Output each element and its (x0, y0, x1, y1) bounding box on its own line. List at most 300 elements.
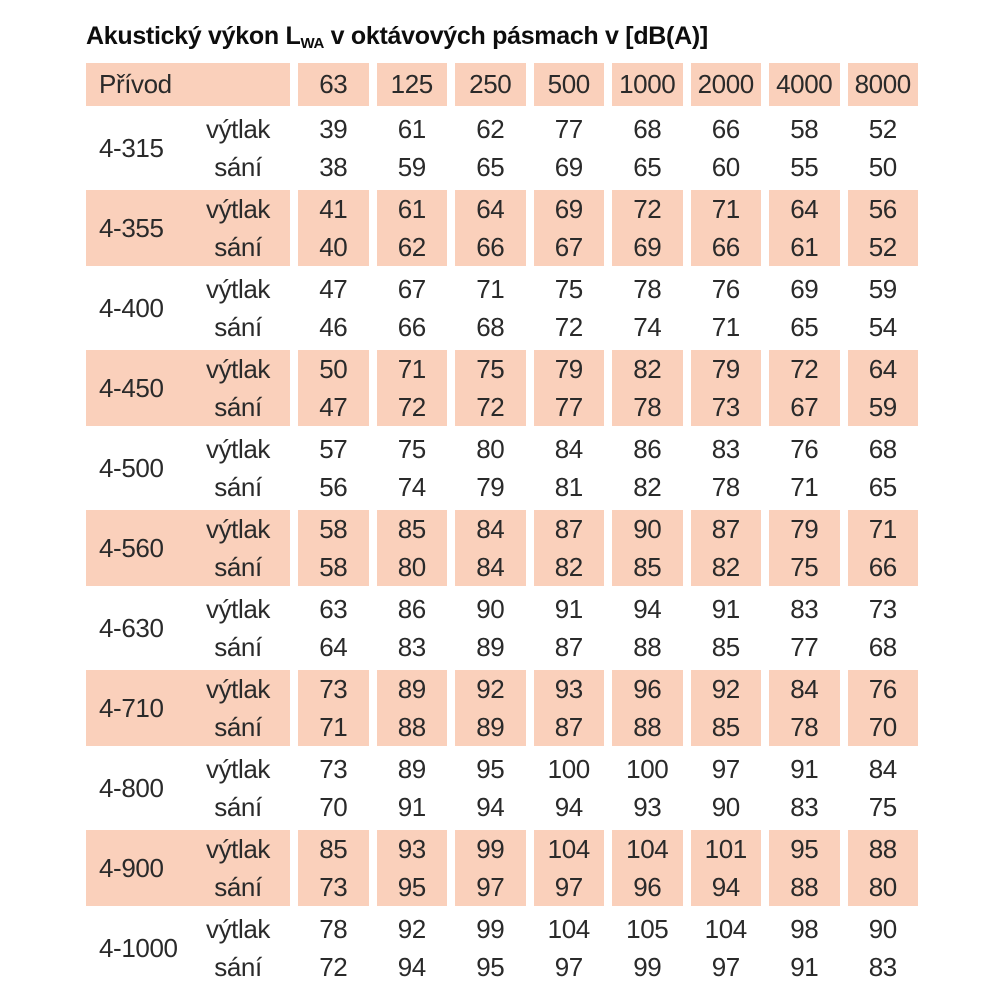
value-cell: 100 (547, 754, 590, 784)
value-cell: 92 (397, 914, 426, 944)
value-cell: 74 (397, 472, 426, 502)
value-column-2000hz (691, 430, 762, 506)
mode-label-vytlak: výtlak (205, 914, 271, 944)
table-title (0, 0, 1000, 51)
model-label-block (86, 270, 290, 346)
value-cell: 47 (319, 392, 348, 422)
title-subscript: WA (300, 35, 325, 52)
value-column-2000hz (691, 670, 762, 746)
value-cell: 91 (397, 792, 426, 822)
model-name: 4-630 (99, 612, 164, 643)
value-column-4000hz (769, 430, 840, 506)
value-cell: 94 (554, 792, 583, 822)
value-cell: 63 (319, 594, 348, 624)
model-name: 4-560 (99, 532, 164, 563)
freq-header-2000: 2000 (691, 63, 762, 106)
value-cell: 61 (397, 194, 426, 224)
value-column-63hz (298, 830, 369, 906)
value-column-500hz (534, 910, 605, 986)
value-cell: 76 (790, 434, 819, 464)
model-label-block (86, 590, 290, 666)
value-column-1000hz (612, 510, 683, 586)
value-column-63hz (298, 190, 369, 266)
value-column-2000hz (691, 350, 762, 426)
value-column-8000hz (848, 670, 919, 746)
model-label-block (86, 830, 290, 906)
value-cell: 39 (319, 114, 348, 144)
value-cell: 79 (476, 472, 505, 502)
value-cell: 76 (711, 274, 740, 304)
value-column-125hz (377, 430, 448, 506)
model-label-block (86, 350, 290, 426)
value-column-4000hz (769, 510, 840, 586)
value-cell: 99 (633, 952, 662, 982)
value-cell: 77 (790, 632, 819, 662)
mode-label-sani: sání (214, 632, 262, 662)
value-cell: 66 (868, 552, 897, 582)
value-cell: 82 (633, 472, 662, 502)
value-cell: 100 (626, 754, 669, 784)
value-column-250hz (455, 190, 526, 266)
value-cell: 75 (790, 552, 819, 582)
value-cell: 55 (790, 152, 819, 182)
value-cell: 67 (397, 274, 426, 304)
value-cell: 67 (790, 392, 819, 422)
mode-label-vytlak: výtlak (205, 114, 271, 144)
value-column-4000hz (769, 590, 840, 666)
value-cell: 104 (547, 914, 590, 944)
mode-label-sani: sání (214, 952, 262, 982)
mode-label-vytlak: výtlak (205, 194, 271, 224)
value-cell: 84 (868, 754, 897, 784)
model-group-4-630 (86, 590, 918, 666)
value-cell: 85 (711, 632, 740, 662)
value-cell: 89 (476, 712, 505, 742)
value-cell: 94 (476, 792, 505, 822)
value-cell: 56 (868, 194, 897, 224)
model-name: 4-800 (99, 772, 164, 803)
value-column-250hz (455, 110, 526, 186)
value-cell: 82 (633, 354, 662, 384)
value-cell: 84 (554, 434, 583, 464)
mode-label-vytlak: výtlak (205, 594, 271, 624)
value-cell: 83 (397, 632, 426, 662)
value-cell: 61 (397, 114, 426, 144)
model-group-4-500 (86, 430, 918, 506)
value-cell: 97 (554, 952, 583, 982)
value-column-250hz (455, 910, 526, 986)
value-cell: 68 (633, 114, 662, 144)
model-label-block (86, 750, 290, 826)
value-cell: 69 (633, 232, 662, 262)
mode-labels (186, 750, 290, 826)
value-column-8000hz (848, 510, 919, 586)
value-cell: 72 (633, 194, 662, 224)
value-cell: 46 (319, 312, 348, 342)
value-cell: 65 (633, 152, 662, 182)
mode-label-sani: sání (214, 392, 262, 422)
value-column-8000hz (848, 270, 919, 346)
freq-header-125: 125 (377, 63, 448, 106)
model-label-block (86, 190, 290, 266)
value-cell: 105 (626, 914, 669, 944)
value-cell: 70 (319, 792, 348, 822)
value-cell: 96 (633, 872, 662, 902)
value-column-500hz (534, 750, 605, 826)
value-cell: 77 (554, 392, 583, 422)
value-cell: 47 (319, 274, 348, 304)
value-cell: 88 (633, 712, 662, 742)
value-column-1000hz (612, 590, 683, 666)
value-cell: 87 (554, 514, 583, 544)
value-column-500hz (534, 350, 605, 426)
value-column-125hz (377, 910, 448, 986)
value-cell: 86 (633, 434, 662, 464)
value-cell: 90 (711, 792, 740, 822)
model-label-block (86, 670, 290, 746)
value-cell: 57 (319, 434, 348, 464)
value-cell: 83 (711, 434, 740, 464)
value-cell: 60 (711, 152, 740, 182)
value-column-63hz (298, 590, 369, 666)
value-column-125hz (377, 830, 448, 906)
value-cell: 87 (554, 632, 583, 662)
value-cell: 66 (397, 312, 426, 342)
value-cell: 72 (476, 392, 505, 422)
model-label-block (86, 910, 290, 986)
value-column-125hz (377, 270, 448, 346)
value-column-1000hz (612, 830, 683, 906)
value-column-8000hz (848, 430, 919, 506)
model-label-block (86, 430, 290, 506)
value-column-500hz (534, 270, 605, 346)
mode-labels (186, 590, 290, 666)
value-cell: 76 (868, 674, 897, 704)
value-cell: 95 (397, 872, 426, 902)
value-cell: 65 (476, 152, 505, 182)
value-cell: 64 (319, 632, 348, 662)
value-cell: 40 (319, 232, 348, 262)
freq-header-1000: 1000 (612, 63, 683, 106)
value-column-250hz (455, 830, 526, 906)
value-column-125hz (377, 110, 448, 186)
value-cell: 97 (711, 952, 740, 982)
value-cell: 56 (319, 472, 348, 502)
value-cell: 91 (790, 952, 819, 982)
mode-labels (186, 670, 290, 746)
value-cell: 64 (868, 354, 897, 384)
value-cell: 75 (397, 434, 426, 464)
freq-header-4000: 4000 (769, 63, 840, 106)
mode-label-sani: sání (214, 872, 262, 902)
value-cell: 71 (790, 472, 819, 502)
model-group-4-1000 (86, 910, 918, 986)
value-column-4000hz (769, 270, 840, 346)
mode-labels (186, 830, 290, 906)
value-column-500hz (534, 830, 605, 906)
value-column-250hz (455, 430, 526, 506)
value-cell: 79 (554, 354, 583, 384)
mode-label-sani: sání (214, 152, 262, 182)
value-cell: 97 (476, 872, 505, 902)
value-cell: 54 (868, 312, 897, 342)
value-cell: 80 (868, 872, 897, 902)
value-cell: 80 (476, 434, 505, 464)
value-column-125hz (377, 670, 448, 746)
model-group-4-355 (86, 190, 918, 266)
value-cell: 77 (554, 114, 583, 144)
value-cell: 66 (711, 114, 740, 144)
value-cell: 88 (397, 712, 426, 742)
value-column-2000hz (691, 590, 762, 666)
value-cell: 84 (476, 552, 505, 582)
value-cell: 65 (790, 312, 819, 342)
mode-labels (186, 350, 290, 426)
value-column-4000hz (769, 670, 840, 746)
value-cell: 88 (868, 834, 897, 864)
value-cell: 85 (319, 834, 348, 864)
value-column-1000hz (612, 190, 683, 266)
value-cell: 69 (554, 152, 583, 182)
value-cell: 91 (554, 594, 583, 624)
value-cell: 74 (633, 312, 662, 342)
value-cell: 95 (790, 834, 819, 864)
value-cell: 88 (790, 872, 819, 902)
value-column-250hz (455, 350, 526, 426)
value-column-4000hz (769, 350, 840, 426)
value-cell: 85 (397, 514, 426, 544)
model-name: 4-900 (99, 852, 164, 883)
value-cell: 52 (868, 114, 897, 144)
value-column-1000hz (612, 270, 683, 346)
mode-label-vytlak: výtlak (205, 754, 271, 784)
value-column-125hz (377, 510, 448, 586)
value-cell: 64 (790, 194, 819, 224)
value-column-4000hz (769, 190, 840, 266)
value-cell: 73 (711, 392, 740, 422)
value-cell: 89 (397, 674, 426, 704)
value-cell: 68 (476, 312, 505, 342)
value-column-63hz (298, 110, 369, 186)
value-cell: 86 (397, 594, 426, 624)
value-cell: 92 (711, 674, 740, 704)
value-column-1000hz (612, 670, 683, 746)
value-cell: 104 (704, 914, 747, 944)
value-cell: 71 (476, 274, 505, 304)
value-column-500hz (534, 510, 605, 586)
value-column-500hz (534, 430, 605, 506)
value-column-8000hz (848, 350, 919, 426)
value-cell: 68 (868, 632, 897, 662)
table-header-row (86, 63, 918, 106)
model-group-4-400 (86, 270, 918, 346)
value-cell: 104 (547, 834, 590, 864)
value-cell: 101 (704, 834, 747, 864)
value-cell: 85 (711, 712, 740, 742)
value-column-500hz (534, 110, 605, 186)
mode-label-sani: sání (214, 712, 262, 742)
mode-label-vytlak: výtlak (205, 354, 271, 384)
value-cell: 83 (790, 792, 819, 822)
value-cell: 73 (319, 674, 348, 704)
value-cell: 73 (868, 594, 897, 624)
value-column-250hz (455, 270, 526, 346)
freq-header-500: 500 (534, 63, 605, 106)
value-cell: 93 (554, 674, 583, 704)
value-cell: 88 (633, 632, 662, 662)
value-column-4000hz (769, 830, 840, 906)
value-column-1000hz (612, 910, 683, 986)
title-suffix: v oktávových pásmach v [dB(A)] (324, 22, 708, 50)
value-cell: 72 (319, 952, 348, 982)
mode-label-vytlak: výtlak (205, 834, 271, 864)
value-cell: 94 (397, 952, 426, 982)
value-cell: 83 (868, 952, 897, 982)
value-column-500hz (534, 190, 605, 266)
model-name: 4-400 (99, 292, 164, 323)
value-column-1000hz (612, 110, 683, 186)
value-cell: 52 (868, 232, 897, 262)
value-cell: 70 (868, 712, 897, 742)
value-cell: 38 (319, 152, 348, 182)
value-cell: 61 (790, 232, 819, 262)
value-cell: 59 (868, 392, 897, 422)
value-cell: 79 (790, 514, 819, 544)
value-column-8000hz (848, 830, 919, 906)
value-cell: 93 (633, 792, 662, 822)
value-cell: 91 (711, 594, 740, 624)
model-label-block (86, 110, 290, 186)
value-cell: 66 (711, 232, 740, 262)
value-cell: 78 (319, 914, 348, 944)
value-column-63hz (298, 510, 369, 586)
value-cell: 93 (397, 834, 426, 864)
freq-header-250: 250 (455, 63, 526, 106)
mode-label-sani: sání (214, 552, 262, 582)
value-cell: 87 (554, 712, 583, 742)
value-cell: 82 (554, 552, 583, 582)
table-body (86, 110, 918, 986)
value-cell: 96 (633, 674, 662, 704)
mode-label-sani: sání (214, 792, 262, 822)
value-cell: 98 (790, 914, 819, 944)
value-column-63hz (298, 270, 369, 346)
value-cell: 91 (790, 754, 819, 784)
mode-labels (186, 190, 290, 266)
acoustic-power-table (86, 63, 918, 986)
mode-labels (186, 510, 290, 586)
value-column-2000hz (691, 510, 762, 586)
value-cell: 66 (476, 232, 505, 262)
mode-label-vytlak: výtlak (205, 434, 271, 464)
value-cell: 71 (711, 312, 740, 342)
value-cell: 78 (790, 712, 819, 742)
model-name: 4-710 (99, 692, 164, 723)
value-cell: 84 (476, 514, 505, 544)
value-column-125hz (377, 350, 448, 426)
value-column-8000hz (848, 590, 919, 666)
value-cell: 50 (319, 354, 348, 384)
value-cell: 65 (868, 472, 897, 502)
value-column-2000hz (691, 270, 762, 346)
value-cell: 72 (397, 392, 426, 422)
value-cell: 58 (319, 514, 348, 544)
value-column-4000hz (769, 910, 840, 986)
value-column-2000hz (691, 830, 762, 906)
model-group-4-900 (86, 830, 918, 906)
value-cell: 104 (626, 834, 669, 864)
value-column-8000hz (848, 190, 919, 266)
value-column-2000hz (691, 750, 762, 826)
value-cell: 68 (868, 434, 897, 464)
value-column-63hz (298, 430, 369, 506)
value-cell: 78 (633, 392, 662, 422)
model-name: 4-500 (99, 452, 164, 483)
value-cell: 99 (476, 914, 505, 944)
value-cell: 62 (476, 114, 505, 144)
mode-label-vytlak: výtlak (205, 514, 271, 544)
value-column-8000hz (848, 110, 919, 186)
value-cell: 90 (868, 914, 897, 944)
mode-label-vytlak: výtlak (205, 674, 271, 704)
model-group-4-800 (86, 750, 918, 826)
value-cell: 90 (476, 594, 505, 624)
value-cell: 69 (554, 194, 583, 224)
value-column-250hz (455, 590, 526, 666)
value-column-1000hz (612, 350, 683, 426)
value-column-4000hz (769, 750, 840, 826)
value-cell: 79 (711, 354, 740, 384)
model-group-4-560 (86, 510, 918, 586)
mode-labels (186, 110, 290, 186)
mode-label-vytlak: výtlak (205, 274, 271, 304)
value-column-8000hz (848, 750, 919, 826)
value-cell: 71 (711, 194, 740, 224)
value-cell: 75 (476, 354, 505, 384)
model-name: 4-1000 (99, 932, 178, 963)
mode-labels (186, 910, 290, 986)
value-cell: 59 (397, 152, 426, 182)
value-cell: 71 (397, 354, 426, 384)
value-column-8000hz (848, 910, 919, 986)
value-cell: 72 (554, 312, 583, 342)
value-cell: 97 (711, 754, 740, 784)
value-cell: 67 (554, 232, 583, 262)
value-cell: 90 (633, 514, 662, 544)
value-column-125hz (377, 750, 448, 826)
model-label-block (86, 510, 290, 586)
value-cell: 82 (711, 552, 740, 582)
value-column-63hz (298, 910, 369, 986)
title-prefix: Akustický výkon L (86, 22, 301, 50)
value-cell: 89 (476, 632, 505, 662)
value-cell: 41 (319, 194, 348, 224)
value-column-2000hz (691, 110, 762, 186)
value-cell: 95 (476, 754, 505, 784)
mode-label-sani: sání (214, 312, 262, 342)
value-cell: 87 (711, 514, 740, 544)
value-column-250hz (455, 750, 526, 826)
value-cell: 58 (790, 114, 819, 144)
value-column-125hz (377, 590, 448, 666)
model-name: 4-315 (99, 132, 164, 163)
value-cell: 69 (790, 274, 819, 304)
value-cell: 97 (554, 872, 583, 902)
value-cell: 99 (476, 834, 505, 864)
value-cell: 73 (319, 872, 348, 902)
value-column-500hz (534, 670, 605, 746)
value-cell: 78 (633, 274, 662, 304)
